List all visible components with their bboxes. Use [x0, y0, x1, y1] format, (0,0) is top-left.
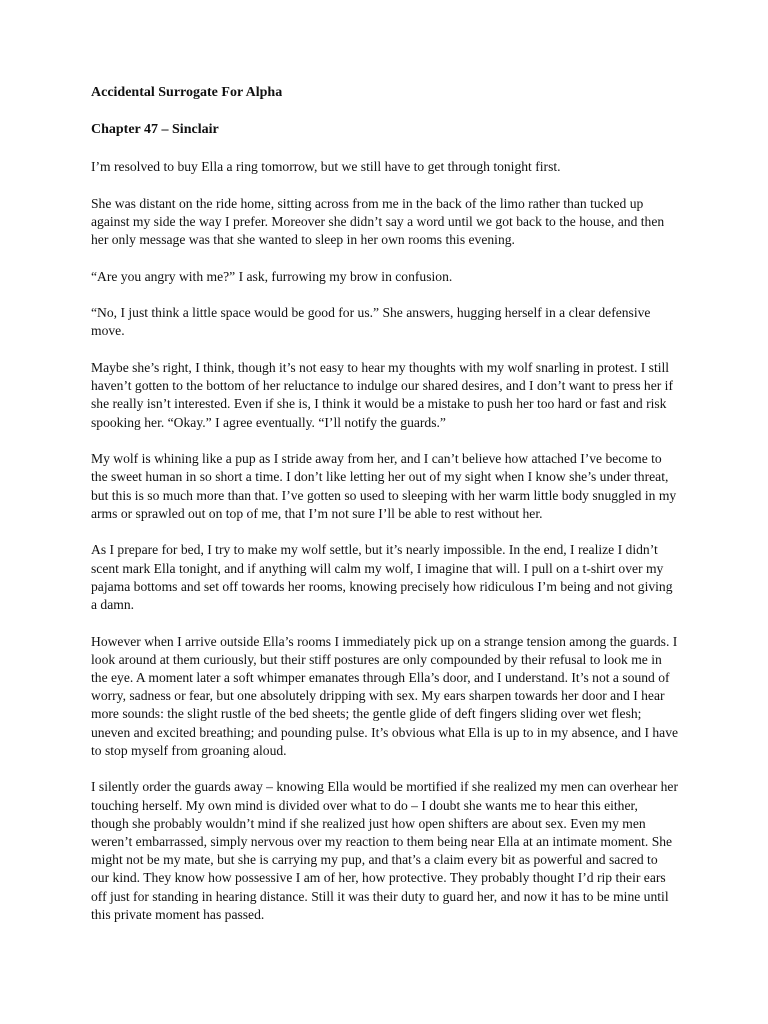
chapter-heading: Chapter 47 – Sinclair: [91, 122, 219, 137]
paragraph: She was distant on the ride home, sitting across from me in the back of the limo rather than tucked up against my side the way I prefer. Moreover she didn’t say a word until we got back to the house, and then her only message was that she wanted to sleep in her own rooms this evening.: [91, 195, 665, 247]
book-title: Accidental Surrogate For Alpha: [91, 85, 283, 100]
paragraph: “No, I just think a little space would be good for us.” She answers, hugging herself in a clear defensive move.: [91, 305, 651, 339]
document-page: [91, 84, 679, 942]
paragraph: Maybe she’s right, I think, though it’s not easy to hear my thoughts with my wolf snarling in protest. I still haven’t gotten to the bottom of her reluctance to indulge our shared desires, and I don’t want to press her if she really isn’t interested. Even if she is, I think it would be a mistake to push her too hard or fast and risk spooking her. “Okay.” I agree eventually. “I’ll notify the guards.”: [91, 359, 673, 430]
paragraph: I silently order the guards away – knowing Ella would be mortified if she realized my men can overhear her touching herself. My own mind is divided over what to do – I doubt she wants me to hear this either, though she probably wouldn’t mind if she realized just how open shifters are about sex. Even my men weren’t embarrassed, simply nervous over my reaction to them being near Ella at an intimate moment. She might not be my mate, but she is carrying my pup, and that’s a claim every bit as powerful and sacred to our kind. They know how possessive I am of her, how protective. They probably thought I’d rip their ears off just for standing in hearing distance. Still it was their duty to guard her, and now it has to be mine until this private moment has passed.: [91, 779, 678, 922]
paragraph: I’m resolved to buy Ella a ring tomorrow, but we still have to get through tonight first.: [91, 159, 561, 174]
paragraph: As I prepare for bed, I try to make my wolf settle, but it’s nearly impossible. In the end, I realize I didn’t scent mark Ella tonight, and if anything will calm my wolf, I imagine that will. I pull on a t-shirt over my pajama bottoms and set off towards her rooms, knowing precisely how ridiculous I’m being and not giving a damn.: [91, 542, 673, 612]
paragraph: However when I arrive outside Ella’s rooms I immediately pick up on a strange tension among the guards. I look around at them curiously, but their stiff postures are only compounded by their refusal to look me in the eye. A moment later a soft whimper emanates through Ella’s door, and I understand. It’s not a sound of worry, sadness or fear, but one absolutely dripping with sex. My ears sharpen towards her door and I hear more sounds: the slight rustle of the bed sheets; the gentle glide of deft fingers sliding over wet flesh; uneven and excited breathing; and pounding pulse. It’s obvious what Ella is up to in my absence, and I have to stop myself from groaning aloud.: [91, 633, 679, 758]
paragraph: “Are you angry with me?” I ask, furrowing my brow in confusion.: [91, 268, 453, 284]
paragraph: My wolf is whining like a pup as I stride away from her, and I can’t believe how attached I’ve become to the sweet human in so short a time. I don’t like letting her out of my sight when I know she’s under threat, but this is so much more than that. I’ve gotten so used to sleeping with her warm little body snuggled in my arms or sprawled out on top of me, that I’m not sure I’ll be able to rest without her.: [91, 451, 677, 521]
